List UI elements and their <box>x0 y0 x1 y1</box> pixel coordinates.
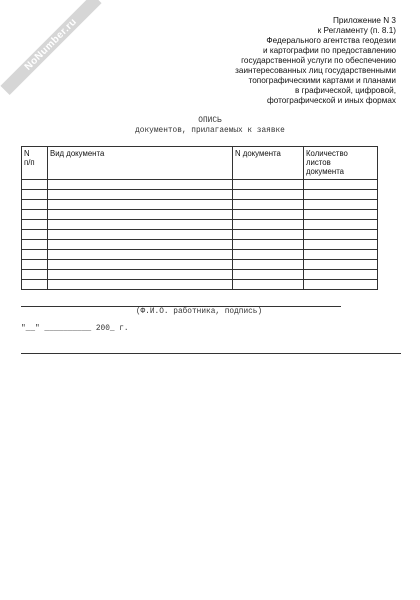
table-cell <box>22 280 48 290</box>
header-sheet-count: Количество листов документа <box>304 147 378 180</box>
table-cell <box>48 280 233 290</box>
table-cell <box>233 200 304 210</box>
header-document-type: Вид документа <box>48 147 233 180</box>
table-row <box>22 220 378 230</box>
table-cell <box>304 270 378 280</box>
table-row <box>22 190 378 200</box>
table-row <box>22 280 378 290</box>
table-cell <box>304 280 378 290</box>
table-row <box>22 240 378 250</box>
table-cell <box>233 260 304 270</box>
table-row <box>22 230 378 240</box>
table-cell <box>48 240 233 250</box>
watermark: NoNumber.ru <box>0 0 101 95</box>
table-cell <box>304 240 378 250</box>
table-cell <box>22 270 48 280</box>
table-header-row <box>22 147 378 180</box>
appendix-line: заинтересованных лиц государственными <box>235 66 396 75</box>
appendix-line: в графической, цифровой, <box>294 86 396 95</box>
table-cell <box>304 230 378 240</box>
table-cell <box>233 180 304 190</box>
bottom-rule <box>21 353 401 354</box>
table-cell <box>233 210 304 220</box>
signature-line <box>21 306 341 307</box>
table-row <box>22 250 378 260</box>
table-row <box>22 200 378 210</box>
table-cell <box>48 190 233 200</box>
table-cell <box>233 240 304 250</box>
table-cell <box>48 210 233 220</box>
table-cell <box>48 250 233 260</box>
table-cell <box>233 230 304 240</box>
table-row <box>22 270 378 280</box>
table-cell <box>304 210 378 220</box>
table-cell <box>22 200 48 210</box>
table-cell <box>233 250 304 260</box>
table-cell <box>48 200 233 210</box>
appendix-line: и картографии по предоставлению <box>263 46 396 55</box>
title-line-2: документов, прилагаемых к заявке <box>135 127 285 135</box>
table-cell <box>233 190 304 200</box>
signature-caption: (Ф.И.О. работника, подпись) <box>135 308 263 316</box>
table-row <box>22 260 378 270</box>
table-cell <box>22 250 48 260</box>
table-cell <box>304 250 378 260</box>
title-line-1: ОПИСЬ <box>198 117 222 125</box>
table-cell <box>48 230 233 240</box>
appendix-line: государственной услуги по обеспечению <box>241 56 396 65</box>
table-cell <box>304 180 378 190</box>
appendix-line: Приложение N 3 <box>332 16 396 25</box>
header-number: N п/п <box>22 147 48 180</box>
table-cell <box>48 220 233 230</box>
table-cell <box>233 280 304 290</box>
table-row <box>22 180 378 190</box>
table-cell <box>22 240 48 250</box>
appendix-line: фотографической и иных формах <box>266 96 396 105</box>
document-title <box>0 116 420 136</box>
table-cell <box>233 220 304 230</box>
table-cell <box>22 190 48 200</box>
table-cell <box>48 180 233 190</box>
table-cell <box>304 260 378 270</box>
table-cell <box>304 200 378 210</box>
table-body <box>22 180 378 290</box>
table-cell <box>22 210 48 220</box>
date-line: "__" __________ 200_ г. <box>21 325 129 333</box>
appendix-line: к Регламенту (п. 8.1) <box>317 26 396 35</box>
table-row <box>22 210 378 220</box>
table-cell <box>22 180 48 190</box>
table-cell <box>22 260 48 270</box>
table-cell <box>233 270 304 280</box>
table-cell <box>48 260 233 270</box>
header-document-number: N документа <box>233 147 304 180</box>
table-cell <box>48 270 233 280</box>
table-cell <box>22 230 48 240</box>
table-cell <box>22 220 48 230</box>
documents-table <box>21 146 378 290</box>
table-cell <box>304 220 378 230</box>
appendix-line: топографическими картами и планами <box>248 76 396 85</box>
appendix-line: Федерального агентства геодезии <box>266 36 396 45</box>
table-cell <box>304 190 378 200</box>
appendix-header <box>196 16 396 106</box>
